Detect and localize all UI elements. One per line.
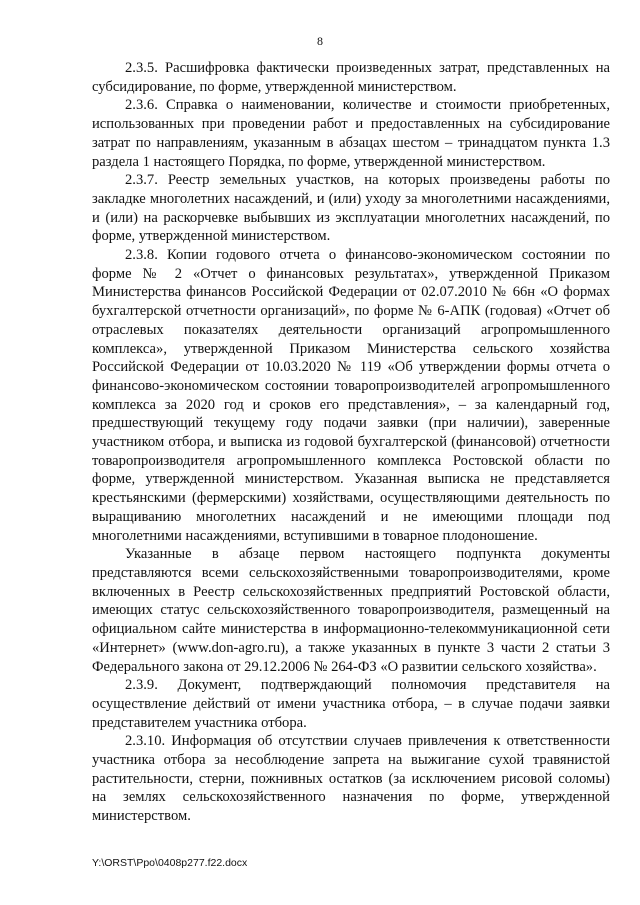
document-body xyxy=(92,59,610,826)
footer-file-path: Y:\ORST\Ppo\0408p277.f22.docx xyxy=(92,857,248,869)
paragraph-2-3-9: 2.3.9. Документ, подтверждающий полномочия представителя на осуществление действий от имени участника отбора, – в случае подачи заявки представителем участника отбора. xyxy=(92,677,610,731)
paragraph-2-3-7: 2.3.7. Реестр земельных участков, на которых произведены работы по закладке многолетних насаждений, и (или) уходу за многолетними насаждениями, и (или) на раскорчевке выбывших из эксплуатации многолетних насаждений, по форме, утвержденной министерством. xyxy=(92,172,610,245)
paragraph-documents-note: Указанные в абзаце первом настоящего подпункта документы представляются всеми сельскохозяйственными товаропроизводителями, кроме включенных в Реестр сельскохозяйственных предприятий Ростовской области, имеющих статус сельскохозяйственного товаропроизводителя, размещенный на официальном сайте министерства в информационно-телекоммуникационной сети «Интернет» (www.don-agro.ru), а также указанных в пункте 3 части 2 статьи 3 Федерального закона от 29.12.2006 № 264-ФЗ «О развитии сельского хозяйства». xyxy=(92,546,610,675)
paragraph-2-3-10: 2.3.10. Информация об отсутствии случаев привлечения к ответственности участника отбора за несоблюдение запрета на выжигание сухой травянистой растительности, стерни, пожнивных остатков (за исключением рисовой соломы) на землях сельскохозяйственного назначения по форме, утвержденной министерством. xyxy=(92,733,610,825)
page-number: 8 xyxy=(317,34,323,48)
paragraph-2-3-5: 2.3.5. Расшифровка фактически произведенных затрат, представленных на субсидирование, по форме, утвержденной министерством. xyxy=(92,60,610,95)
paragraph-2-3-8: 2.3.8. Копии годового отчета о финансово-экономическом состоянии по форме № 2 «Отчет о финансовых результатах», утвержденной Приказом Министерства финансов Российской Федерации от 02.07.2010 № 66н «О формах бухгалтерской отчетности организаций», по форме № 6-АПК (годовая) «Отчет об отраслевых показателях деятельности организаций агропромышленного комплекса», утвержденной Приказом Министерства сельского хозяйства Российской Федерации от 10.03.2020 № 119 «Об утверждении формы отчета о финансово-экономическом состоянии товаропроизводителей агропромышленного комплекса за 2020 год и сроков его представления», – за календарный год, предшествующий текущему году подачи заявки (при наличии), заверенные участником отбора, и выписка из годовой бухгалтерской (финансовой) отчетности товаропроизводителя агропромышленного комплекса Ростовской области по форме, утвержденной министерством. Указанная выписка не представляется крестьянскими (фермерскими) хозяйствами, осуществляющими деятельность по выращиванию многолетних насаждений и не имеющими площади под многолетними насаждениями, вступившими в товарное плодоношение. xyxy=(92,247,610,544)
paragraph-2-3-6: 2.3.6. Справка о наименовании, количестве и стоимости приобретенных, использованных при проведении работ и предоставленных на субсидирование затрат по направлениям, указанным в абзацах шестом – тринадцатом пункта 1.3 раздела 1 настоящего Порядка, по форме, утвержденной министерством. xyxy=(92,97,610,170)
